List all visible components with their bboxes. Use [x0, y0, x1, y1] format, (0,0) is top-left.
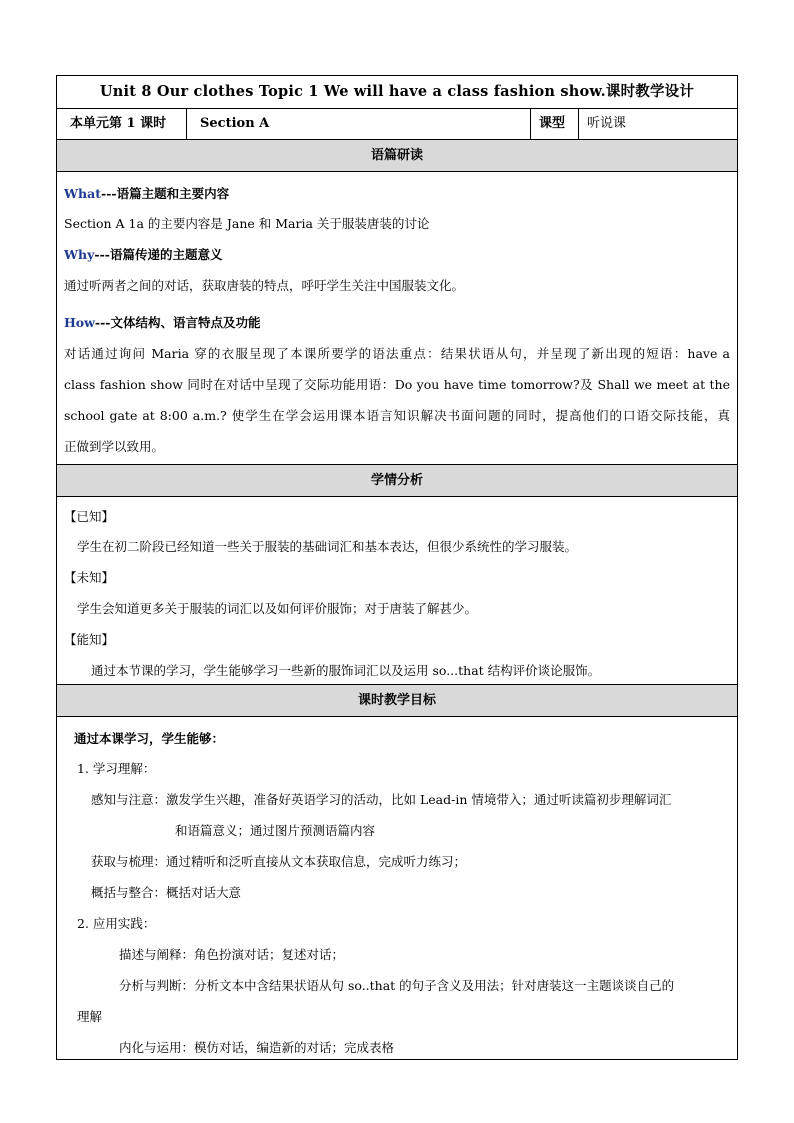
section-name: Section A — [187, 109, 531, 139]
what-heading — [64, 185, 730, 203]
objective-item-2: 2. 应用实践： — [77, 916, 156, 931]
document-title: Unit 8 Our clothes Topic 1 We will have a class fashion show.课时教学设计 — [57, 76, 737, 109]
what-key: What — [64, 186, 101, 201]
objectives-content — [57, 717, 737, 1059]
why-body: 通过听两者之间的对话，获取唐装的特点，呼吁学生关注中国服装文化。 — [64, 278, 465, 293]
lesson-number: 本单元第 1 课时 — [57, 109, 187, 139]
what-title: ---语篇主题和主要内容 — [101, 186, 230, 201]
perceive-line-1: 感知与注意：激发学生兴趣，准备好英语学习的活动，比如 Lead-in 情境带入；通过听读篇初步理解词汇 — [91, 792, 672, 807]
lesson-plan-table — [56, 75, 738, 1060]
how-line-1: 对话通过询问 Maria 穿的衣服呈现了本课所要学的语法重点：结果状语从句，并呈现了新出现的短语：have a — [64, 346, 730, 361]
how-line-3: school gate at 8:00 a.m.? 使学生在学会运用课本语言知识解决书面问题的同时，提高他们的口语交际技能，真 — [64, 408, 730, 423]
unknown-body: 学生会知道更多关于服装的词汇以及如何评价服饰；对于唐装了解甚少。 — [77, 601, 478, 616]
how-key: How — [64, 315, 95, 330]
how-line-4: 正做到学以致用。 — [64, 439, 165, 454]
how-title: ---文体结构、语言特点及功能 — [94, 315, 261, 330]
how-heading — [64, 314, 730, 332]
text-study-content — [57, 172, 737, 465]
text-study-heading: 语篇研读 — [57, 140, 737, 172]
learner-analysis-heading: 学情分析 — [57, 465, 737, 497]
internalize-line: 内化与运用：模仿对话，编造新的对话；完成表格 — [119, 1040, 395, 1055]
unknown-label: 【未知】 — [64, 570, 115, 585]
acquire-line: 获取与梳理：通过精听和泛听直接从文本获取信息，完成听力练习； — [91, 854, 467, 869]
analyze-line-1: 分析与判断：分析文本中含结果状语从句 so..that 的句子含义及用法；针对唐装这一主题谈谈自己的 — [119, 978, 675, 993]
lesson-type-label: 课型 — [531, 109, 579, 139]
analyze-line-2: 理解 — [77, 1009, 103, 1024]
lesson-type-value: 听说课 — [587, 116, 627, 131]
can-label: 【能知】 — [64, 632, 115, 647]
describe-line: 描述与阐释：角色扮演对话；复述对话； — [119, 947, 345, 962]
objective-item-1: 1. 学习理解： — [77, 761, 156, 776]
what-body: Section A 1a 的主要内容是 Jane 和 Maria 关于服装唐装的讨论 — [64, 216, 430, 231]
why-key: Why — [64, 247, 95, 262]
learner-analysis-content — [57, 497, 737, 685]
summarize-line: 概括与整合：概括对话大意 — [91, 885, 242, 900]
objectives-intro: 通过本课学习，学生能够： — [74, 731, 225, 746]
meta-row — [57, 109, 737, 140]
known-label: 【已知】 — [64, 509, 115, 524]
perceive-line-2: 和语篇意义；通过图片预测语篇内容 — [175, 823, 376, 838]
how-line-2: class fashion show 同时在对话中呈现了交际功能用语：Do you have time tomorrow?及 Shall we meet at the — [64, 377, 730, 392]
objectives-heading: 课时教学目标 — [57, 685, 737, 717]
why-heading — [64, 246, 730, 264]
why-title: ---语篇传递的主题意义 — [94, 247, 223, 262]
can-body: 通过本节课的学习，学生能够学习一些新的服饰词汇以及运用 so...that 结构评价谈论服饰。 — [91, 663, 601, 678]
known-body: 学生在初二阶段已经知道一些关于服装的基础词汇和基本表达，但很少系统性的学习服装。 — [77, 539, 578, 554]
